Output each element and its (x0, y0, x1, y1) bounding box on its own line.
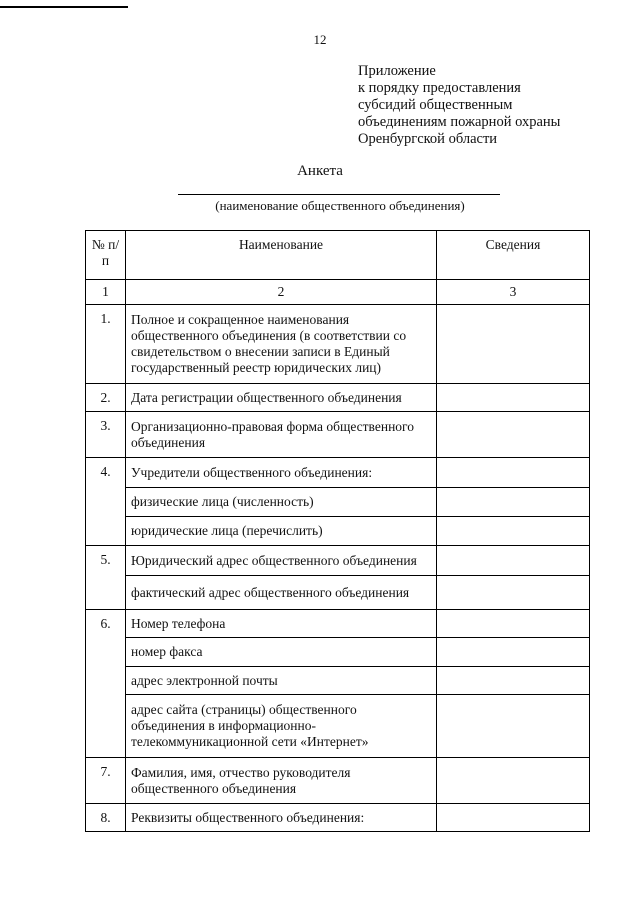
appendix-block (358, 63, 560, 148)
top-edge-line (0, 6, 128, 8)
table-subrow (86, 667, 590, 695)
row-value-cell[interactable] (437, 458, 590, 488)
table-row (86, 384, 590, 412)
row-value-cell[interactable] (437, 488, 590, 517)
appendix-line: Приложение (358, 63, 436, 79)
row-value-cell[interactable] (437, 576, 590, 610)
row-number: 4. (86, 458, 126, 546)
organization-name-caption: (наименование общественного объединения) (215, 198, 465, 213)
table-row (86, 758, 590, 804)
column-number-row (86, 280, 590, 305)
organization-name-line (178, 194, 500, 195)
row-value-cell[interactable] (437, 804, 590, 832)
row-value-cell[interactable] (437, 695, 590, 758)
table-subrow (86, 695, 590, 758)
subrow-label: адрес электронной почты (126, 667, 437, 695)
table-subrow (86, 638, 590, 667)
row-label: Номер телефона (126, 610, 437, 638)
table-subrow (86, 576, 590, 610)
table-row (86, 412, 590, 458)
row-value-cell[interactable] (437, 610, 590, 638)
row-number: 7. (86, 758, 126, 804)
appendix-line: субсидий общественным (358, 97, 513, 113)
row-label: Полное и сокращенное наименования общественного объединения (в соответствии со свидетельством о внесении записи в Единый государственный реестр юридических лиц) (126, 305, 437, 384)
subrow-label: юридические лица (перечислить) (126, 517, 437, 546)
row-value-cell[interactable] (437, 758, 590, 804)
row-label: Организационно-правовая форма общественного объединения (126, 412, 437, 458)
table-header-row (86, 231, 590, 280)
row-number: 3. (86, 412, 126, 458)
row-label: Учредители общественного объединения: (126, 458, 437, 488)
column-number: 1 (86, 280, 126, 305)
row-number: 2. (86, 384, 126, 412)
questionnaire-table (85, 230, 590, 832)
row-label: Дата регистрации общественного объединения (126, 384, 437, 412)
subrow-label: номер факса (126, 638, 437, 667)
row-number: 5. (86, 546, 126, 610)
table-row (86, 610, 590, 638)
header-number: № п/п (86, 231, 126, 280)
subrow-label: адрес сайта (страницы) общественного объединения в информационно-телекоммуникационной сети «Интернет» (126, 695, 437, 758)
row-number: 8. (86, 804, 126, 832)
row-label: Фамилия, имя, отчество руководителя общественного объединения (126, 758, 437, 804)
row-value-cell[interactable] (437, 517, 590, 546)
row-number: 6. (86, 610, 126, 758)
appendix-line: к порядку предоставления (358, 80, 521, 96)
row-value-cell[interactable] (437, 384, 590, 412)
appendix-line: объединениям пожарной охраны (358, 114, 561, 130)
page-number: 12 (313, 32, 327, 47)
table-row (86, 546, 590, 576)
header-info: Сведения (437, 231, 590, 280)
row-number: 1. (86, 305, 126, 384)
table-subrow (86, 517, 590, 546)
column-number: 3 (437, 280, 590, 305)
appendix-line: Оренбургской области (358, 131, 498, 147)
row-label: Реквизиты общественного объединения: (126, 804, 437, 832)
row-value-cell[interactable] (437, 667, 590, 695)
subrow-label: физические лица (численность) (126, 488, 437, 517)
header-name: Наименование (126, 231, 437, 280)
form-title: Анкета (297, 163, 343, 179)
column-number: 2 (126, 280, 437, 305)
table-row (86, 305, 590, 384)
row-value-cell[interactable] (437, 412, 590, 458)
row-value-cell[interactable] (437, 305, 590, 384)
row-value-cell[interactable] (437, 638, 590, 667)
row-value-cell[interactable] (437, 546, 590, 576)
table-row (86, 804, 590, 832)
row-label: Юридический адрес общественного объединения (126, 546, 437, 576)
subrow-label: фактический адрес общественного объединения (126, 576, 437, 610)
table-row (86, 458, 590, 488)
table-subrow (86, 488, 590, 517)
